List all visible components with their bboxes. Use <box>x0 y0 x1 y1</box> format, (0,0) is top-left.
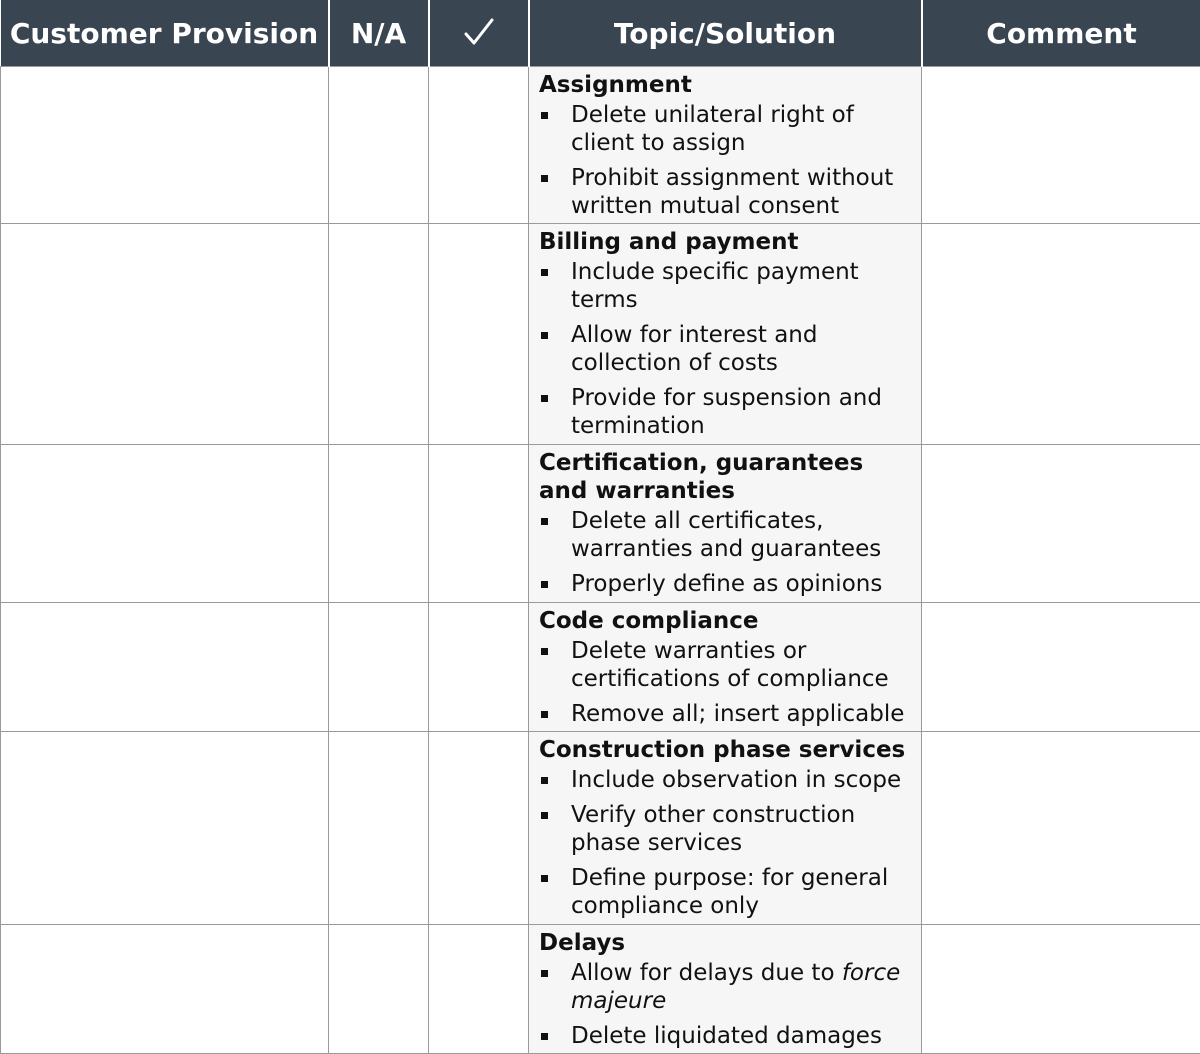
list-item <box>539 766 911 794</box>
solution-text: Verify other construction phase services <box>571 802 855 856</box>
solution-text: Delete unilateral right of client to assign <box>571 102 854 156</box>
customer-provision-cell[interactable] <box>1 603 329 732</box>
solution-list <box>539 766 911 920</box>
list-item <box>539 1022 911 1050</box>
topic-cell <box>529 925 922 1054</box>
comment-cell[interactable] <box>922 925 1200 1054</box>
list-item <box>539 959 911 1015</box>
solution-list <box>539 959 911 1050</box>
list-item <box>539 801 911 857</box>
table-row <box>1 925 1200 1054</box>
solution-list <box>539 507 911 598</box>
solution-text: Include observation in scope <box>571 767 901 793</box>
topic-title: Construction phase services <box>539 736 911 764</box>
header-na: N/A <box>329 0 429 67</box>
header-comment: Comment <box>922 0 1200 67</box>
na-cell[interactable] <box>329 732 429 925</box>
bullet-icon <box>541 1033 548 1040</box>
table-row <box>1 224 1200 445</box>
topic-title: Delays <box>539 929 911 957</box>
check-cell[interactable] <box>429 732 529 925</box>
list-item <box>539 101 911 157</box>
solution-list <box>539 258 911 440</box>
solution-text: Delete all certificates, warranties and guarantees <box>571 508 881 562</box>
topic-cell <box>529 732 922 925</box>
check-cell[interactable] <box>429 603 529 732</box>
table-row <box>1 67 1200 224</box>
header-customer-provision: Customer Provision <box>1 0 329 67</box>
na-cell[interactable] <box>329 603 429 732</box>
solution-text: Remove all; insert applicable <box>571 701 904 727</box>
bullet-icon <box>541 812 548 819</box>
comment-cell[interactable] <box>922 732 1200 925</box>
solution-text: Allow for delays due to <box>571 960 842 986</box>
solution-text: Define purpose: for general compliance only <box>571 865 888 919</box>
checkmark-icon <box>461 15 497 51</box>
comment-cell[interactable] <box>922 603 1200 732</box>
solution-text: Include specific payment terms <box>571 259 859 313</box>
list-item <box>539 700 911 728</box>
bullet-icon <box>541 648 548 655</box>
bullet-icon <box>541 970 548 977</box>
bullet-icon <box>541 395 548 402</box>
header-row <box>1 0 1200 67</box>
comment-cell[interactable] <box>922 67 1200 224</box>
solution-text: Allow for interest and collection of costs <box>571 322 817 376</box>
customer-provision-cell[interactable] <box>1 732 329 925</box>
comment-cell[interactable] <box>922 445 1200 603</box>
bullet-icon <box>541 332 548 339</box>
solution-text: Properly define as opinions <box>571 571 882 597</box>
check-cell[interactable] <box>429 67 529 224</box>
bullet-icon <box>541 711 548 718</box>
list-item <box>539 384 911 440</box>
bullet-icon <box>541 581 548 588</box>
solution-text: Prohibit assignment without written mutual consent <box>571 165 893 219</box>
check-cell[interactable] <box>429 445 529 603</box>
topic-cell <box>529 603 922 732</box>
customer-provision-cell[interactable] <box>1 224 329 445</box>
list-item <box>539 507 911 563</box>
na-cell[interactable] <box>329 925 429 1054</box>
solution-italic-text: force majeure <box>571 960 900 1014</box>
customer-provision-cell[interactable] <box>1 67 329 224</box>
comment-cell[interactable] <box>922 224 1200 445</box>
bullet-icon <box>541 112 548 119</box>
list-item <box>539 864 911 920</box>
solution-text: Provide for suspension and termination <box>571 385 882 439</box>
na-cell[interactable] <box>329 67 429 224</box>
solution-list <box>539 637 911 728</box>
bullet-icon <box>541 269 548 276</box>
check-cell[interactable] <box>429 224 529 445</box>
na-cell[interactable] <box>329 445 429 603</box>
bullet-icon <box>541 175 548 182</box>
topic-cell <box>529 67 922 224</box>
header-check <box>429 0 529 67</box>
topic-title: Code compliance <box>539 607 911 635</box>
topic-cell <box>529 445 922 603</box>
customer-provision-cell[interactable] <box>1 925 329 1054</box>
header-topic-solution: Topic/Solution <box>529 0 922 67</box>
topic-cell <box>529 224 922 445</box>
list-item <box>539 258 911 314</box>
list-item <box>539 570 911 598</box>
solution-list <box>539 101 911 220</box>
check-cell[interactable] <box>429 925 529 1054</box>
list-item <box>539 321 911 377</box>
bullet-icon <box>541 518 548 525</box>
solution-text: Delete warranties or certifications of compliance <box>571 638 889 692</box>
topic-title: Assignment <box>539 71 911 99</box>
list-item <box>539 637 911 693</box>
topic-title: Certification, guarantees and warranties <box>539 449 911 505</box>
bullet-icon <box>541 875 548 882</box>
customer-provision-cell[interactable] <box>1 445 329 603</box>
bullet-icon <box>541 777 548 784</box>
topic-title: Billing and payment <box>539 228 911 256</box>
na-cell[interactable] <box>329 224 429 445</box>
table-row <box>1 445 1200 603</box>
list-item <box>539 164 911 220</box>
table-row <box>1 603 1200 732</box>
solution-text: Delete liquidated damages <box>571 1023 882 1049</box>
table-row <box>1 732 1200 925</box>
